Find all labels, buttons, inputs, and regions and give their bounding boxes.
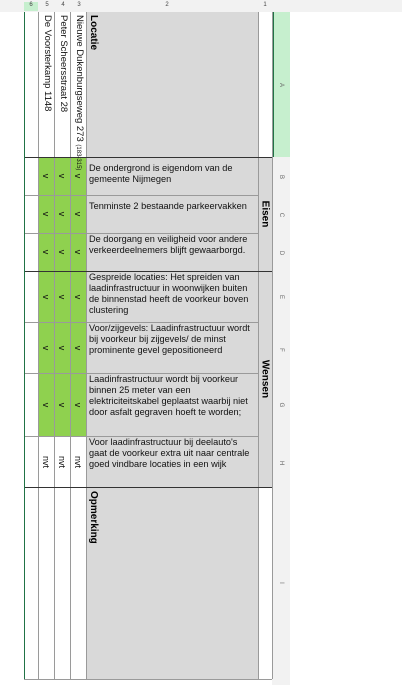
- column-letter-A[interactable]: A: [278, 82, 284, 87]
- value-cell[interactable]: v: [41, 294, 51, 299]
- requirements-group-label: Eisen: [259, 200, 271, 228]
- location-name-5[interactable]: De Voorsterkamp 1148: [42, 15, 53, 112]
- column-letter-H[interactable]: H: [278, 460, 284, 465]
- value-cell[interactable]: nvt: [41, 455, 51, 468]
- value-cell[interactable]: v: [73, 402, 83, 407]
- value-cell[interactable]: nvt: [73, 455, 83, 468]
- value-cell[interactable]: v: [41, 249, 51, 255]
- location-name-3[interactable]: Nieuwe Dukenburgseweg 273 (183-315): [74, 15, 85, 171]
- row-number-4[interactable]: 4: [61, 2, 65, 8]
- criterion-7: Voor laadinfrastructuur bij deelauto's gaat de voorkeur extra uit naar centrale goed vindbare locaties in een wijk: [89, 437, 250, 469]
- column-letter-G[interactable]: G: [278, 402, 284, 407]
- value-cell[interactable]: v: [41, 173, 51, 179]
- criterion-5: Voor/zijgevels: Laadinfrastructuur wordt bij voorkeur bij zijgevels/ de minst prominente gevel gepositioneerd: [89, 323, 250, 355]
- column-letter-D[interactable]: D: [278, 250, 284, 255]
- value-cell[interactable]: v: [57, 345, 67, 350]
- remark-header: Opmerking: [88, 491, 99, 544]
- value-cell[interactable]: v: [57, 294, 67, 299]
- value-cell[interactable]: v: [73, 345, 83, 350]
- value-cell[interactable]: v: [73, 294, 83, 299]
- value-cell[interactable]: v: [41, 345, 51, 350]
- grid-line: [24, 679, 272, 680]
- column-letter-B[interactable]: B: [278, 174, 284, 179]
- row-number-2[interactable]: 2: [165, 2, 169, 8]
- value-cell[interactable]: v: [41, 211, 51, 217]
- criterion-4: Gespreide locaties: Het spreiden van laadinfrastructuur in woonwijken buiten de binnenstad heeft de voorkeur boven clustering: [89, 272, 249, 315]
- value-cell[interactable]: v: [73, 249, 83, 255]
- column-letter-C[interactable]: C: [278, 212, 284, 217]
- criterion-2: Tenminste 2 bestaande parkeervakken: [89, 201, 247, 211]
- selected-row-6[interactable]: [24, 12, 38, 679]
- value-cell[interactable]: v: [57, 173, 67, 179]
- grid-line: [272, 12, 273, 679]
- value-cell[interactable]: v: [73, 173, 83, 179]
- criterion-6: Laadinfrastructuur wordt bij voorkeur binnen 25 meter van een elektriciteitskabel geplaatst waarbij niet door asfalt gegraven hoeft te worden;: [89, 374, 248, 417]
- row-number-1[interactable]: 1: [263, 2, 267, 8]
- value-cell[interactable]: nvt: [57, 455, 67, 468]
- value-cell[interactable]: v: [57, 402, 67, 407]
- column-letter-F[interactable]: F: [278, 347, 284, 352]
- row-number-5[interactable]: 5: [45, 2, 49, 8]
- value-cell[interactable]: v: [73, 211, 83, 217]
- value-cell[interactable]: v: [41, 402, 51, 407]
- criterion-3: De doorgang en veiligheid voor andere verkeerdeelnemers blijft gewaarborgd.: [89, 234, 248, 255]
- value-cell[interactable]: v: [57, 211, 67, 217]
- value-cell[interactable]: v: [57, 249, 67, 255]
- row-number-3[interactable]: 3: [77, 2, 81, 8]
- location-name-4[interactable]: Peter Scheersstraat 28: [58, 15, 69, 113]
- column-letter-E[interactable]: E: [278, 294, 284, 299]
- row-number-6[interactable]: 6: [24, 2, 38, 11]
- column-letter-I[interactable]: I: [278, 581, 284, 584]
- criterion-1: De ondergrond is eigendom van de gemeente Nijmegen: [89, 163, 233, 184]
- wishes-group-label: Wensen: [259, 359, 271, 399]
- location-header: Locatie: [88, 15, 99, 51]
